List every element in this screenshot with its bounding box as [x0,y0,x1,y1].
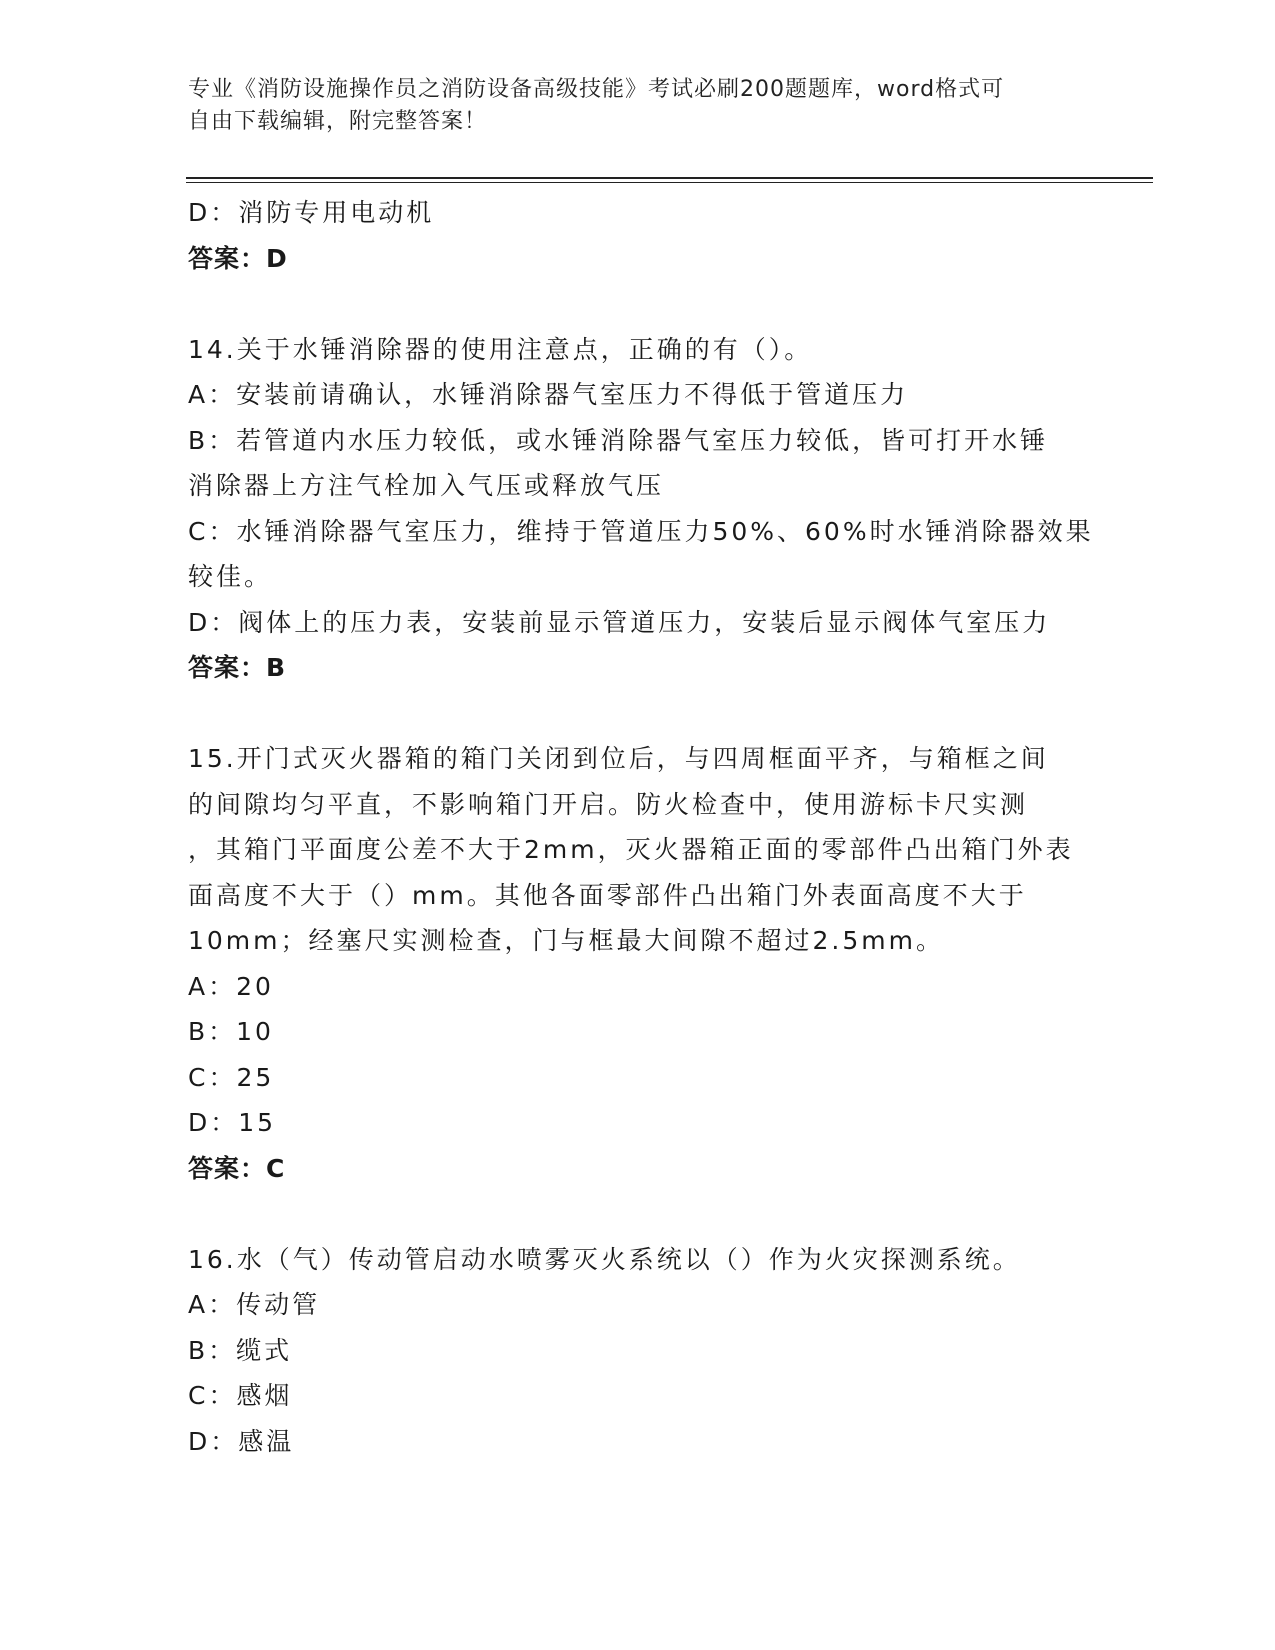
q15-stem-line-1: 15.开门式灭火器箱的箱门关闭到位后，与四周框面平齐，与箱框之间 [188,744,1049,773]
q15-stem-line-3: ，其箱门平面度公差不大于2mm，灭火器箱正面的零部件凸出箱门外表 [188,835,1074,864]
q13-option-d: D：消防专用电动机 [188,198,435,227]
spacer [188,281,1088,327]
q14-option-d: D：阀体上的压力表，安装前显示管道压力，安装后显示阀体气室压力 [188,607,1051,637]
q13-answer: 答案：D [188,243,288,273]
header-divider-thin [186,182,1153,183]
q14-answer: 答案：B [188,653,287,682]
header-line-1: 专业《消防设施操作员之消防设备高级技能》考试必刷200题题库，word格式可 [188,77,1005,102]
q16-option-c: C：感烟 [188,1381,293,1410]
header-divider-thick [186,177,1153,179]
question-15 [188,736,1088,1191]
header-line-2: 自由下载编辑，附完整答案！ [188,109,488,134]
q15-option-a: A：20 [188,971,274,1001]
question-16 [188,1237,1088,1465]
q16-option-d: D：感温 [188,1426,295,1456]
q14-stem: 14.关于水锤消除器的使用注意点，正确的有（）。 [188,334,813,364]
q15-stem-line-2: 的间隙均匀平直，不影响箱门开启。防火检查中，使用游标卡尺实测 [188,789,1029,819]
question-content [188,190,1094,1464]
q16-option-a: A：传动管 [188,1290,321,1319]
q16-stem: 16.水（气）传动管启动水喷雾灭火系统以（）作为火灾探测系统。 [188,1244,1021,1274]
q15-answer: 答案：C [188,1153,286,1183]
spacer [188,1191,1088,1237]
document-header [188,74,1088,138]
q14-option-b-line-1: B：若管道内水压力较低，或水锤消除器气室压力较低，皆可打开水锤 [188,425,1049,455]
question-14 [188,327,1094,691]
q14-option-a: A：安装前请确认，水锤消除器气室压力不得低于管道压力 [188,380,909,409]
q15-option-c: C：25 [188,1062,275,1092]
q15-stem-line-4: 面高度不大于（）mm。其他各面零部件凸出箱门外表面高度不大于 [188,880,1027,910]
q15-stem-line-5: 10mm；经塞尺实测检查，门与框最大间隙不超过2.5mm。 [188,926,944,955]
q14-option-b-line-2: 消除器上方注气栓加入气压或释放气压 [188,471,665,500]
q14-option-c-line-2: 较佳。 [188,562,273,591]
question-13-tail [188,190,1088,281]
q14-option-c-line-1: C：水锤消除器气室压力，维持于管道压力50%、60%时水锤消除器效果 [188,516,1094,546]
q15-option-d: D：15 [188,1108,277,1137]
q16-option-b: B：缆式 [188,1335,293,1365]
spacer [188,691,1088,737]
q15-option-b: B：10 [188,1017,274,1046]
